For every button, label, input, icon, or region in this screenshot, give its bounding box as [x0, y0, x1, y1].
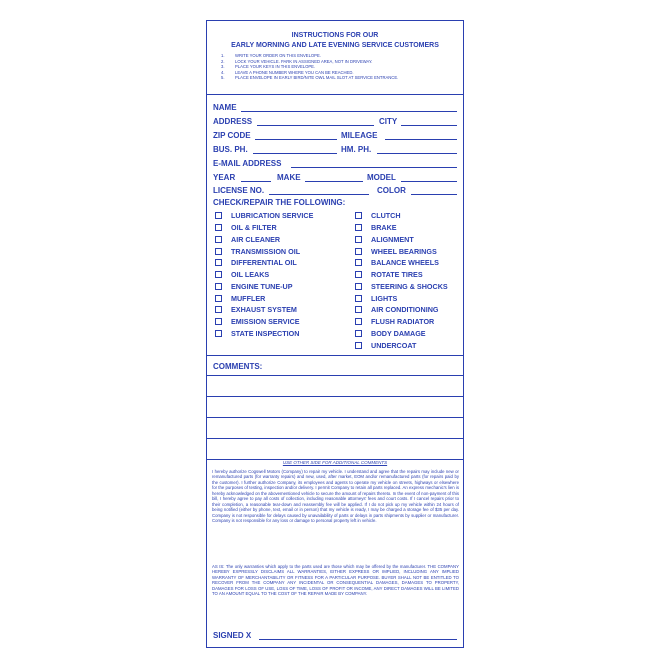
color-label: COLOR: [377, 186, 406, 195]
instructions-header: [207, 21, 463, 95]
address-line[interactable]: [257, 125, 374, 126]
checkbox[interactable]: [215, 330, 222, 337]
city-label: CITY: [379, 117, 398, 126]
checkbox[interactable]: [215, 295, 222, 302]
checkbox[interactable]: [215, 224, 222, 231]
comments-label: COMMENTS:: [213, 362, 263, 371]
mileage-label: MILEAGE: [341, 131, 378, 140]
name-line[interactable]: [241, 111, 457, 112]
business-phone-line[interactable]: [253, 153, 337, 154]
checkbox[interactable]: [355, 295, 362, 302]
instructions-title: INSTRUCTIONS FOR OUR: [291, 32, 379, 39]
name-label: NAME: [213, 103, 237, 112]
zip-code-label: ZIP CODE: [213, 131, 251, 140]
checkbox[interactable]: [215, 248, 222, 255]
checkbox[interactable]: [215, 283, 222, 290]
home-phone-label: HM. PH.: [341, 145, 372, 154]
checkbox[interactable]: [355, 224, 362, 231]
instruction-step: 2. LOCK YOUR VEHICLE. PARK IN ASSIGNED AREA, NOT IN DRIVEWAY.: [221, 58, 373, 64]
zip-code-line[interactable]: [255, 139, 337, 140]
checkbox[interactable]: [215, 318, 222, 325]
make-label: MAKE: [277, 173, 301, 182]
checkbox[interactable]: [355, 342, 362, 349]
year-label: YEAR: [213, 173, 236, 182]
model-line[interactable]: [401, 181, 457, 182]
license-line[interactable]: [269, 194, 369, 195]
checkbox[interactable]: [355, 212, 362, 219]
signature-label: SIGNED X: [213, 631, 252, 640]
comment-line[interactable]: [207, 396, 463, 397]
comment-line[interactable]: [207, 417, 463, 418]
checkbox[interactable]: [215, 271, 222, 278]
checkbox[interactable]: [355, 259, 362, 266]
checkbox[interactable]: [215, 306, 222, 313]
checkbox[interactable]: [355, 306, 362, 313]
instructions-steps: [221, 53, 459, 81]
additional-comments-note: USE OTHER SIDE FOR ADDITIONAL COMMENTS: [282, 460, 388, 465]
model-label: MODEL: [367, 173, 396, 182]
checkbox[interactable]: [215, 259, 222, 266]
business-phone-label: BUS. PH.: [213, 145, 248, 154]
instruction-step: 1. WRITE YOUR ORDER ON THIS ENVELOPE.: [221, 53, 321, 58]
signature-line[interactable]: [259, 639, 457, 640]
email-line[interactable]: [291, 167, 457, 168]
address-label: ADDRESS: [213, 117, 253, 126]
checkbox[interactable]: [355, 318, 362, 325]
comments-section[interactable]: [207, 355, 463, 459]
color-line[interactable]: [411, 194, 457, 195]
mileage-line[interactable]: [385, 139, 457, 140]
instructions-subtitle: EARLY MORNING AND LATE EVENING SERVICE CUSTOMERS: [231, 42, 439, 49]
license-label: LICENSE NO.: [213, 186, 265, 195]
checkbox[interactable]: [355, 271, 362, 278]
make-line[interactable]: [305, 181, 363, 182]
checkbox[interactable]: [355, 248, 362, 255]
instruction-step: 3. PLACE YOUR KEYS IN THIS ENVELOPE.: [221, 64, 316, 70]
home-phone-line[interactable]: [377, 153, 457, 154]
checkbox[interactable]: [355, 236, 362, 243]
checkbox[interactable]: [215, 212, 222, 219]
service-envelope-form: INSTRUCTIONS FOR OUR EARLY MORNING AND LATE EVENING SERVICE CUSTOMERS 1. WRITE YOUR ORDER ON THIS ENVELOPE. 2. LOCK YOUR VEHICLE. PARK IN ASSIGNED AREA, NOT IN DRIVEWAY. 3. PLACE YOUR KEYS IN THIS ENVELOPE. 4. LEAVE A PHONE NUMBER WHERE YOU CAN BE REACHED. 5. PLACE ENVELOPE IN EARLY BIRD/NITE OWL MAIL SLOT AT SERVICE ENTRANCE. NAME ADDRESS CITY ZIP CODE MILEAGE BUS. PH. HM. PH. E-MAIL ADDRESS YEAR MAKE MODEL LICENSE NO. COLOR CHECK/REPAIR THE FOLLOWING: LUBRICATION SERVICE OIL & FILTER AIR CLEANER TRANSMISSION OIL DIFFERENTIAL OIL OIL LEAKS ENGINE TUNE-UP MUFFLER EXHAUST SYSTEM EMISSION SERVICE STATE INSPECTION CLUTCH BRAKE ALIGNMENT WHEEL BEARINGS BALANCE WHEELS ROTATE TIRES STEERING & SHOCKS LIGHTS AIR CONDITIONING FLUSH RADIATOR BODY DAMAGE UNDERCOAT COMMENTS: USE OTHER SIDE FOR ADDITIONAL COMMENTS I hereby authorize Cogswell Motors (Company) to repair my vehicle. I understand and agree that the repairs may include new or remanufactured parts (for warranty repairs) and new, used, after market, EOM and/or remanufactured parts (for repairs paid by the customer). I further authorize Company, its employees and agents to operate my vehicle on streets, highways or elsewhere for the purposes of testing, inspection and/or delivery. I permit Company to retain all parts replaced. An express mechanic's lien is hereby acknowledged on the abovementioned vehicle to secure the amount of repairs thereto. In the event of non-payment of this bill, I hereby agree to pay all costs of collection, including reasonable attorneys' fees and court costs. If I cancel repairs prior to their completion, a reasonable tear-down and reassembly fee will be applied. If I do not pick up my vehicle within 24 hours of being notified (either by phone, text, email or in person) that my vehicle is ready, I may be charged a storage fee of $35 per day. Company is not responsible for delays caused by unavailability of parts or delays in parts shipments by supplier or manufacturer. Company is not responsible for any loss or damage to personal property left in vehicle. AS IS: The only warranties which apply to the parts used are those which may be offered by the manufacturer. THE COMPANY HEREBY EXPRESSLY DISCLAIMS ALL WARRANTIES, EITHER EXPRESS OR IMPLIED, INCLUDING ANY IMPLIED WARRANTY OF MERCHANTABILITY OR FITNESS FOR A PARTICULAR PURPOSE. BUYER SHALL NOT BE ENTITLED TO RECOVER FROM THE COMPANY ANY INCIDENTAL OR CONSEQUENTIAL DAMAGES, DAMAGES TO PROPERTY, DAMAGES FOR LOSS OF USE, LOSS OF TIME, LOSS OF PROFIT OR INCOME, ANY DIRECT DAMAGES WILL BE LIMITED TO AN AMOUNT EQUAL TO THE COST OF THE REPAIR MADE BY COMPANY. SIGNED X: [206, 20, 464, 648]
comment-line[interactable]: [207, 438, 463, 439]
checkbox[interactable]: [355, 283, 362, 290]
city-line[interactable]: [401, 125, 457, 126]
checkbox[interactable]: [355, 330, 362, 337]
instruction-step: 5. PLACE ENVELOPE IN EARLY BIRD/NITE OWL MAIL SLOT AT SERVICE ENTRANCE.: [221, 75, 399, 81]
checkbox[interactable]: [215, 236, 222, 243]
authorization-text: I hereby authorize Cogswell Motors (Company) to repair my vehicle. I understand and agree that the repairs may include new or remanufactured parts (for warranty repairs) and new, used, after market, EOM and/or remanufactured parts (for repairs paid by the customer). I further authorize Company, its employees and agents to operate my vehicle on streets, highways or elsewhere for the purposes of testing, inspection and/or delivery. I permit Company to retain all parts replaced. An express mechanic's lien is hereby acknowledged on the abovementioned vehicle to secure the amount of repairs thereto. In the event of non-payment of this bill, I hereby agree to pay all costs of collection, including reasonable attorneys' fees and court costs. If I cancel repairs prior to their completion, a reasonable tear-down and reassembly fee will be applied. If I do not pick up my vehicle within 24 hours of being notified (either by phone, text, email or in person) that my vehicle is ready, I may be charged a storage fee of $35 per day. Company is not responsible for delays caused by unavailability of parts or delays in parts shipments by supplier or manufacturer. Company is not responsible for any loss or damage to personal property left in vehicle.: [212, 469, 459, 524]
year-line[interactable]: [241, 181, 271, 182]
email-label: E-MAIL ADDRESS: [213, 159, 282, 168]
warranty-disclaimer-text: AS IS: The only warranties which apply to the parts used are those which may be offered by the manufacturer. THE COMPANY HEREBY EXPRESSLY DISCLAIMS ALL WARRANTIES, EITHER EXPRESS OR IMPLIED, INCLUDING ANY IMPLIED WARRANTY OF MERCHANTABILITY OR FITNESS FOR A PARTICULAR PURPOSE. BUYER SHALL NOT BE ENTITLED TO RECOVER FROM THE COMPANY ANY INCIDENTAL OR CONSEQUENTIAL DAMAGES, DAMAGES TO PROPERTY, DAMAGES FOR LOSS OF USE, LOSS OF TIME, LOSS OF PROFIT OR INCOME, ANY DIRECT DAMAGES WILL BE LIMITED TO AN AMOUNT EQUAL TO THE COST OF THE REPAIR MADE BY COMPANY.: [212, 564, 459, 597]
comment-line[interactable]: [207, 375, 463, 376]
checklist-title: CHECK/REPAIR THE FOLLOWING:: [213, 198, 346, 207]
instruction-step: 4. LEAVE A PHONE NUMBER WHERE YOU CAN BE REACHED.: [221, 69, 354, 75]
